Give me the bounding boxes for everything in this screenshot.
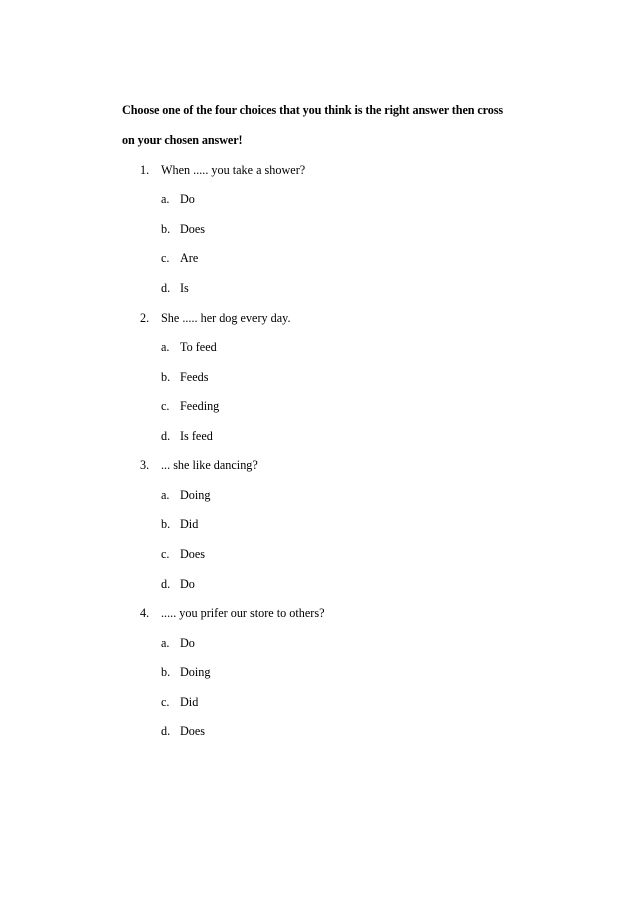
question-text: When ..... you take a shower? [161,163,306,177]
option-letter: d. [161,577,171,591]
option-text: Feeding [180,399,220,413]
question-text: She ..... her dog every day. [161,311,291,325]
option-text: Is [180,281,189,295]
option-letter: b. [161,222,171,236]
option-text: Are [180,251,199,265]
option-text: Do [180,192,195,206]
option-text: Feeds [180,370,209,384]
question-text: ... she like dancing? [161,458,258,472]
option-text: Doing [180,488,211,502]
option-text: Doing [180,665,211,679]
option-letter: b. [161,517,171,531]
option-letter: b. [161,665,171,679]
option-text: Did [180,695,199,709]
option-text: To feed [180,340,217,354]
option-text: Did [180,517,199,531]
option-text: Does [180,222,206,236]
option-letter: d. [161,724,171,738]
option-text: Do [180,577,195,591]
question-number: 4. [140,606,150,620]
option-letter: d. [161,281,171,295]
option-letter: a. [161,340,170,354]
option-letter: a. [161,192,170,206]
instruction-line-2: on your chosen answer! [122,132,243,147]
question-number: 3. [140,458,150,472]
question-number: 2. [140,311,150,325]
option-letter: b. [161,370,171,384]
option-letter: c. [161,251,170,265]
question-text: ..... you prifer our store to others? [161,606,325,620]
question-number: 1. [140,163,150,177]
option-letter: d. [161,429,171,443]
option-letter: c. [161,399,170,413]
instruction-line-1: Choose one of the four choices that you think is the right answer then cross [122,103,504,117]
option-text: Is feed [180,429,213,443]
option-text: Does [180,547,206,561]
option-letter: a. [161,488,170,502]
option-letter: c. [161,695,170,709]
instruction-text [122,96,562,155]
option-text: Does [180,724,206,738]
option-letter: c. [161,547,170,561]
option-letter: a. [161,636,170,650]
option-text: Do [180,636,195,650]
